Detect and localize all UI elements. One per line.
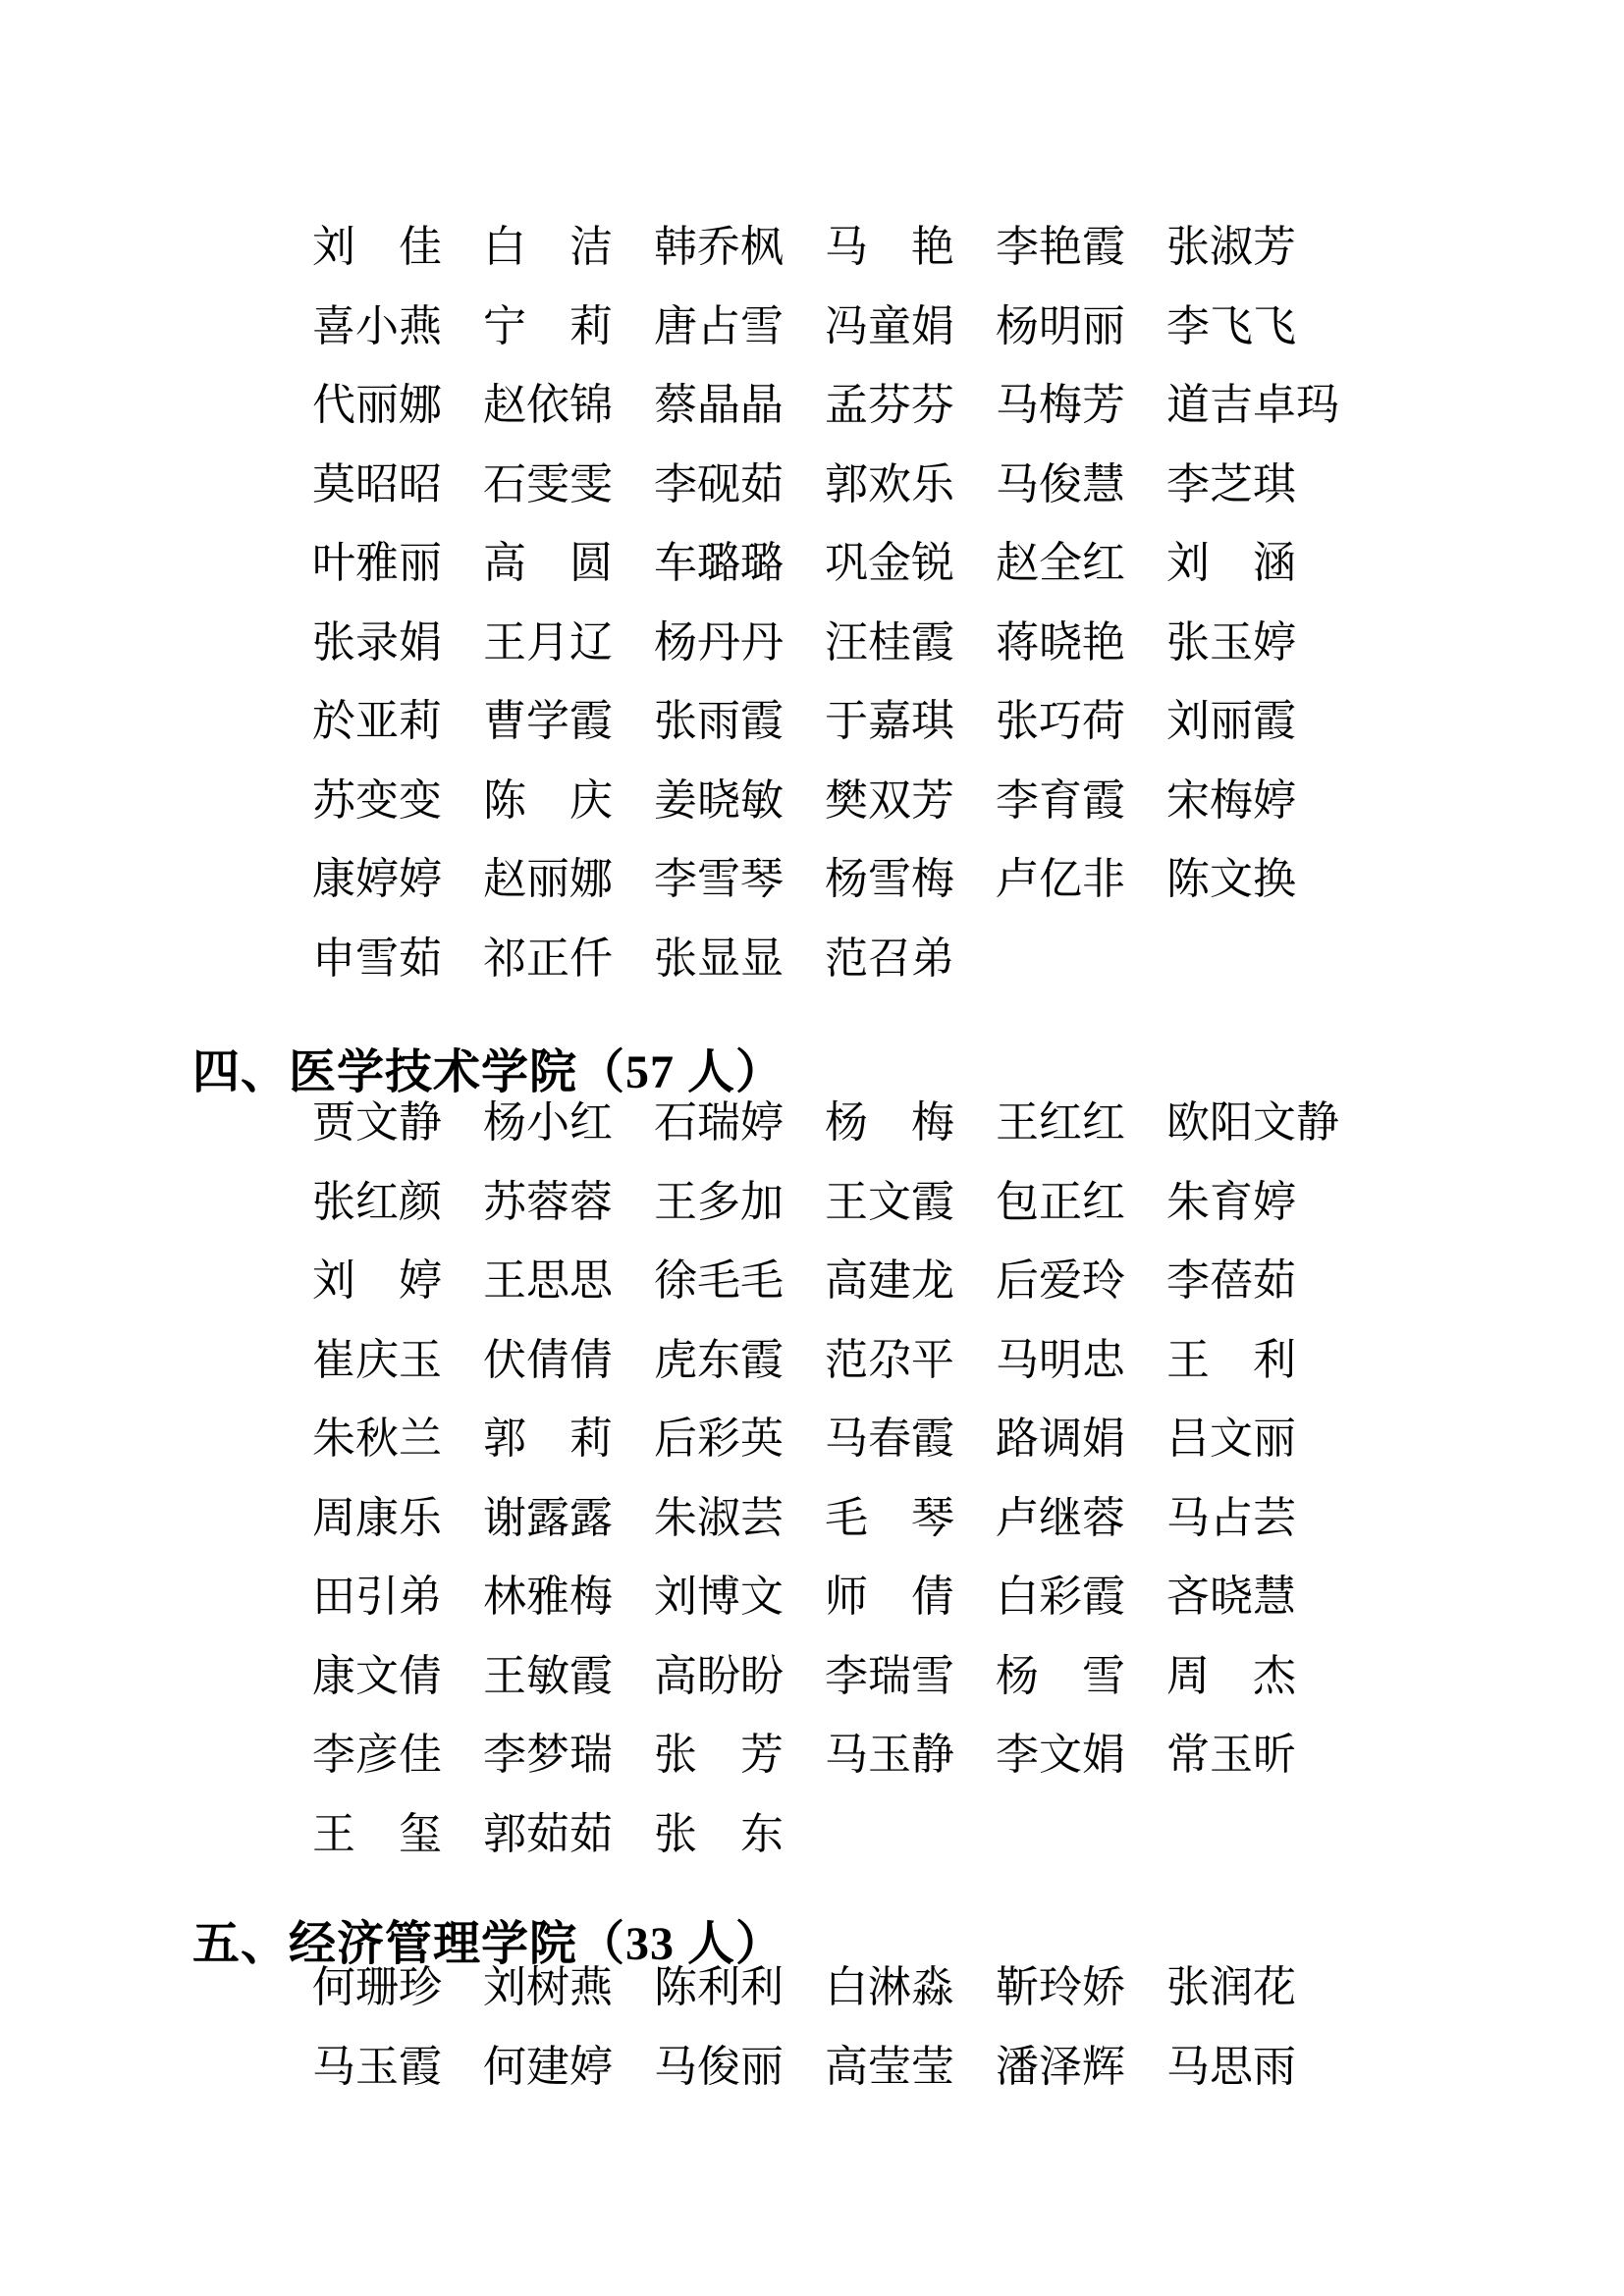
person-name: 唐占雪 <box>654 301 784 350</box>
person-name: 巩金锐 <box>825 539 954 587</box>
person-name: 喜小燕 <box>312 301 442 350</box>
person-name: 马俊丽 <box>654 2042 784 2091</box>
name-row <box>312 762 1339 841</box>
person-name: 高建龙 <box>825 1256 954 1305</box>
name-row <box>312 446 1339 525</box>
person-name: 贾文静 <box>312 1098 442 1147</box>
person-name: 田引弟 <box>312 1573 442 1621</box>
name-row <box>312 1242 1339 1321</box>
person-name: 樊双芳 <box>825 775 954 825</box>
person-name: 赵丽娜 <box>483 855 613 903</box>
name-row <box>312 920 1339 999</box>
person-name: 姜晓敏 <box>654 775 784 825</box>
person-name: 王月辽 <box>483 617 613 667</box>
person-name: 靳玲娇 <box>996 1963 1125 2011</box>
name-row <box>312 1321 1339 1401</box>
person-name: 张录娟 <box>312 617 442 667</box>
section-economic-management <box>312 1949 1296 2107</box>
section-medical-technology <box>312 1084 1339 1874</box>
person-name: 马思雨 <box>1166 2042 1296 2091</box>
person-name: 刘树燕 <box>483 1963 613 2011</box>
person-name: 欧阳文静 <box>1166 1098 1339 1147</box>
person-name: 马梅芳 <box>996 381 1125 429</box>
person-name: 郭茹茹 <box>483 1809 613 1858</box>
person-name: 杨 雪 <box>996 1651 1125 1700</box>
person-name: 马玉静 <box>825 1731 954 1779</box>
person-name: 张淑芳 <box>1166 223 1296 271</box>
person-name: 朱育婷 <box>1166 1177 1296 1226</box>
person-name: 蒋晓艳 <box>996 617 1125 667</box>
person-name: 李梦瑞 <box>483 1731 613 1779</box>
person-name: 蔡晶晶 <box>654 381 784 429</box>
person-name: 张雨霞 <box>654 697 784 745</box>
person-name: 杨雪梅 <box>825 855 954 903</box>
person-name: 朱淑芸 <box>654 1493 784 1542</box>
person-name: 伏倩倩 <box>483 1335 613 1384</box>
name-rows <box>312 1084 1339 1874</box>
person-name: 李飞飞 <box>1166 301 1296 350</box>
person-name: 范召弟 <box>825 934 954 983</box>
person-name: 周 杰 <box>1166 1651 1296 1700</box>
person-name: 张 芳 <box>654 1731 784 1779</box>
person-name: 张巧荷 <box>996 697 1125 745</box>
person-name: 高 圆 <box>483 539 613 587</box>
person-name: 张 东 <box>654 1809 784 1858</box>
person-name: 李文娟 <box>996 1731 1125 1779</box>
person-name: 康文倩 <box>312 1651 442 1700</box>
person-name: 后彩英 <box>654 1415 784 1463</box>
name-row <box>312 604 1339 683</box>
person-name: 马玉霞 <box>312 2042 442 2091</box>
person-name: 范尕平 <box>825 1335 954 1384</box>
person-name: 宋梅婷 <box>1166 775 1296 825</box>
person-name: 孟芬芬 <box>825 381 954 429</box>
person-name: 林雅梅 <box>483 1573 613 1621</box>
person-name: 师 倩 <box>825 1573 954 1621</box>
name-row <box>312 1163 1339 1243</box>
person-name: 崔庆玉 <box>312 1335 442 1384</box>
person-name: 王思思 <box>483 1256 613 1305</box>
name-rows <box>312 1949 1296 2107</box>
person-name: 卢亿非 <box>996 855 1125 903</box>
person-name: 潘泽辉 <box>996 2042 1125 2091</box>
person-name: 包正红 <box>996 1177 1125 1226</box>
person-name: 后爱玲 <box>996 1256 1125 1305</box>
name-row <box>312 524 1339 604</box>
person-name: 曹学霞 <box>483 697 613 745</box>
person-name: 刘 涵 <box>1166 539 1296 587</box>
person-name: 常玉昕 <box>1166 1731 1296 1779</box>
person-name: 道吉卓玛 <box>1166 381 1339 429</box>
person-name: 於亚莉 <box>312 697 442 745</box>
person-name: 毛 琴 <box>825 1493 954 1542</box>
person-name: 李蓓茹 <box>1166 1256 1296 1305</box>
person-name: 代丽娜 <box>312 381 442 429</box>
person-name: 石瑞婷 <box>654 1098 784 1147</box>
section-heading-medical-technology: 四、医学技术学院（57 人） <box>192 1045 785 1098</box>
person-name: 李雪琴 <box>654 855 784 903</box>
person-name: 王 利 <box>1166 1335 1296 1384</box>
person-name: 申雪茹 <box>312 934 442 983</box>
person-name: 康婷婷 <box>312 855 442 903</box>
person-name: 郭 莉 <box>483 1415 613 1463</box>
person-name: 刘 婷 <box>312 1256 442 1305</box>
name-row <box>312 1949 1296 2028</box>
name-row <box>312 1558 1339 1637</box>
person-name: 陈 庆 <box>483 775 613 825</box>
person-name: 谢露露 <box>483 1493 613 1542</box>
person-name: 马春霞 <box>825 1415 954 1463</box>
person-name: 徐毛毛 <box>654 1256 784 1305</box>
person-name: 李砚茹 <box>654 459 784 508</box>
person-name: 白 洁 <box>483 223 613 271</box>
person-name: 刘丽霞 <box>1166 697 1296 745</box>
person-name: 李瑞雪 <box>825 1651 954 1700</box>
person-name: 赵依锦 <box>483 381 613 429</box>
person-name: 郭欢乐 <box>825 459 954 508</box>
person-name: 刘 佳 <box>312 223 442 271</box>
person-name: 何珊珍 <box>312 1963 442 2011</box>
person-name: 张显显 <box>654 934 784 983</box>
person-name: 吕文丽 <box>1166 1415 1296 1463</box>
person-name: 高莹莹 <box>825 2042 954 2091</box>
person-name: 杨明丽 <box>996 301 1125 350</box>
person-name: 赵全红 <box>996 539 1125 587</box>
person-name: 杨小红 <box>483 1098 613 1147</box>
name-row <box>312 1637 1339 1717</box>
person-name: 苏蓉蓉 <box>483 1177 613 1226</box>
person-name: 李彦佳 <box>312 1731 442 1779</box>
person-name: 白淋淼 <box>825 1963 954 2011</box>
person-name: 王文霞 <box>825 1177 954 1226</box>
person-name: 莫昭昭 <box>312 459 442 508</box>
person-name: 路调娟 <box>996 1415 1125 1463</box>
name-row <box>312 1716 1339 1795</box>
name-row <box>312 1400 1339 1479</box>
person-name: 马明忠 <box>996 1335 1125 1384</box>
name-row <box>312 2028 1296 2108</box>
name-row <box>312 288 1339 367</box>
person-name: 张红颜 <box>312 1177 442 1226</box>
person-name: 何建婷 <box>483 2042 613 2091</box>
person-name: 王敏霞 <box>483 1651 613 1700</box>
name-row <box>312 1479 1339 1559</box>
person-name: 李育霞 <box>996 775 1125 825</box>
person-name: 虎东霞 <box>654 1335 784 1384</box>
person-name: 马 艳 <box>825 223 954 271</box>
person-name: 周康乐 <box>312 1493 442 1542</box>
name-row <box>312 1084 1339 1163</box>
person-name: 杨丹丹 <box>654 617 784 667</box>
person-name: 白彩霞 <box>996 1573 1125 1621</box>
person-name: 汪桂霞 <box>825 617 954 667</box>
name-rows <box>312 208 1339 998</box>
person-name: 陈利利 <box>654 1963 784 2011</box>
name-row <box>312 682 1339 762</box>
person-name: 杨 梅 <box>825 1098 954 1147</box>
person-name: 张润花 <box>1166 1963 1296 2011</box>
section-heading-economic-management: 五、经济管理学院（33 人） <box>192 1917 785 1970</box>
person-name: 祁正仟 <box>483 934 613 983</box>
person-name: 高盼盼 <box>654 1651 784 1700</box>
person-name: 吝晓慧 <box>1166 1573 1296 1621</box>
person-name: 王红红 <box>996 1098 1125 1147</box>
person-name: 叶雅丽 <box>312 539 442 587</box>
person-name: 车璐璐 <box>654 539 784 587</box>
person-name: 王 玺 <box>312 1809 442 1858</box>
person-name: 王多加 <box>654 1177 784 1226</box>
name-row <box>312 1795 1339 1875</box>
person-name: 刘博文 <box>654 1573 784 1621</box>
person-name: 马俊慧 <box>996 459 1125 508</box>
name-row <box>312 366 1339 446</box>
name-row <box>312 840 1339 920</box>
person-name: 石雯雯 <box>483 459 613 508</box>
section-roster-continued <box>312 208 1339 998</box>
person-name: 李芝琪 <box>1166 459 1296 508</box>
person-name: 马占芸 <box>1166 1493 1296 1542</box>
name-row <box>312 208 1339 288</box>
person-name: 于嘉琪 <box>825 697 954 745</box>
person-name: 宁 莉 <box>483 301 613 350</box>
person-name: 张玉婷 <box>1166 617 1296 667</box>
person-name: 冯童娟 <box>825 301 954 350</box>
person-name: 李艳霞 <box>996 223 1125 271</box>
person-name: 韩乔枫 <box>654 223 784 271</box>
person-name: 苏变变 <box>312 775 442 825</box>
person-name: 朱秋兰 <box>312 1415 442 1463</box>
person-name: 陈文换 <box>1166 855 1296 903</box>
person-name: 卢继蓉 <box>996 1493 1125 1542</box>
